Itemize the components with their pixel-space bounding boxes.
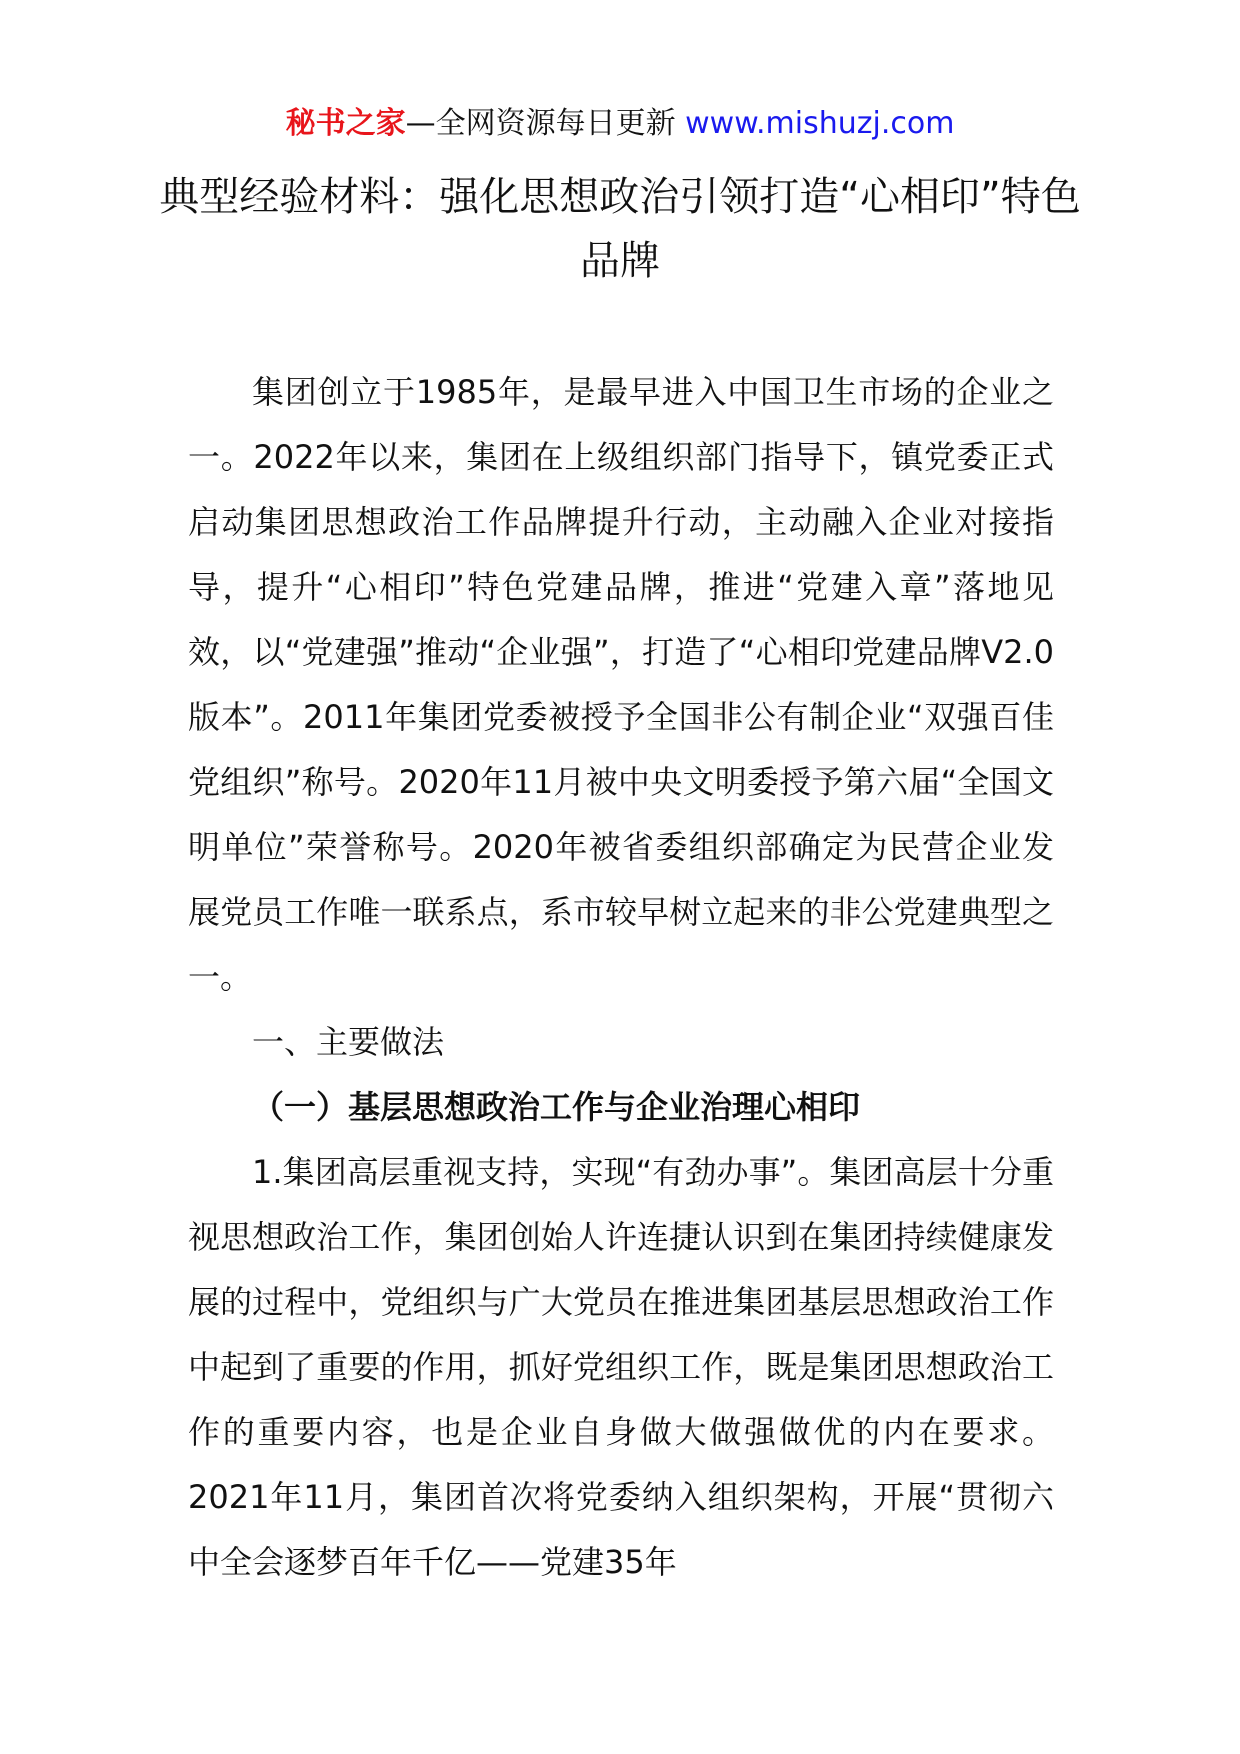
brand-name: 秘书之家 xyxy=(285,106,406,141)
section-heading: 一、主要做法 xyxy=(252,1023,445,1061)
header-tagline: —全网资源每日更新 xyxy=(405,106,676,141)
subsection-heading: （一）基层思想政治工作与企业治理心相印 xyxy=(252,1088,861,1126)
intro-paragraph: 集团创立于1985年，是最早进入中国卫生市场的企业之一。2022年以来，集团在上级组织部门指导下，镇党委正式启动集团思想政治工作品牌提升行动，主动融入企业对接指导，提升“心相印”特色党建品牌，推进“党建入章”落地见效，以“党建强”推动“企业强”，打造了“心相印党建品牌V2.0版本”。2011年集团党委被授予全国非公有制企业“双强百佳党组织”称号。2020年11月被中央文明委授予第六届“全国文明单位”荣誉称号。2020年被省委组织部确定为民营企业发展党员工作唯一联系点，系市较早树立起来的非公党建典型之一。 xyxy=(188,373,1054,996)
document-body xyxy=(188,360,1054,1595)
body-paragraph: 1.集团高层重视支持，实现“有劲办事”。集团高层十分重视思想政治工作，集团创始人许连捷认识到在集团持续健康发展的过程中，党组织与广大党员在推进集团基层思想政治工作中起到了重要的作用，抓好党组织工作，既是集团思想政治工作的重要内容，也是企业自身做大做强做优的内在要求。2021年11月，集团首次将党委纳入组织架构，开展“贯彻六中全会逐梦百年千亿——党建35年 xyxy=(188,1153,1054,1581)
site-url-link[interactable]: www.mishuzj.com xyxy=(685,106,955,141)
document-title: 典型经验材料：强化思想政治引领打造“心相印”特色品牌 xyxy=(159,174,1081,284)
site-header xyxy=(0,104,1240,144)
